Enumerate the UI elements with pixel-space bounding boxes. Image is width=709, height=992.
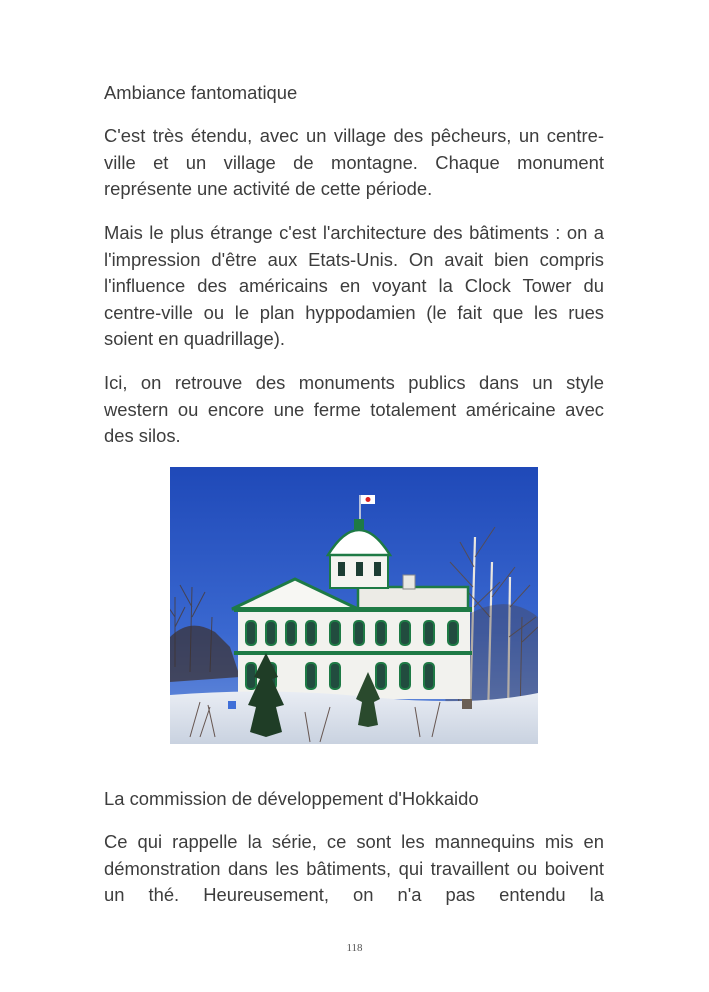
paragraph: Ce qui rappelle la série, ce sont les mannequins mis en démonstration dans les bâtiments, qui travaillent ou boivent un thé. Heureusement, on n'a pas entendu la [104, 831, 604, 905]
page-number: 118 [346, 942, 363, 954]
section-heading-commission: La commission de développement d'Hokkaido [104, 788, 479, 809]
section-heading-ambiance: Ambiance fantomatique [104, 82, 298, 103]
paragraph: Ici, on retrouve des monuments publics dans un style western ou encore une ferme totalement américaine avec des silos. [104, 372, 604, 446]
paragraph: Mais le plus étrange c'est l'architecture des bâtiments : on a l'impression d'être aux Etats-Unis. On avait bien compris l'influence des américains en voyant la Clock Tower du centre-ville ou le plan hyppodamien (le fait que les rues soient en quadrillage). [104, 222, 604, 349]
paragraph: C'est très étendu, avec un village des pêcheurs, un centre-ville et un village de montagne. Chaque monument représente une activité de cette période. [104, 125, 604, 199]
building-photo [170, 467, 538, 744]
